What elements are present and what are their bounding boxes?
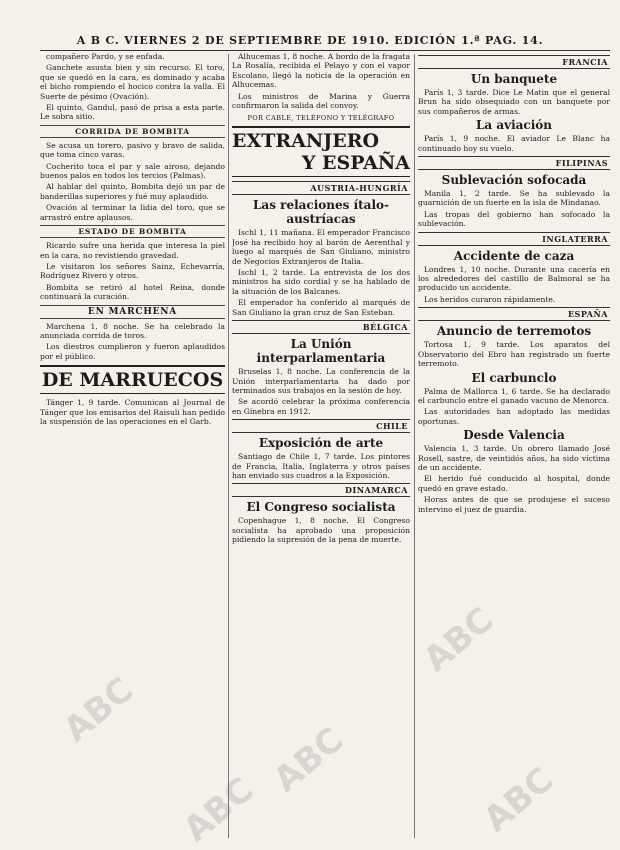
article-title: El Congreso socialista xyxy=(246,500,396,515)
paragraph: Copenhague 1, 8 noche. El Congreso socialista ha aprobado una proposición pidiendo la supresión de la pena de muerte. xyxy=(232,516,410,545)
watermark: ABC xyxy=(56,669,142,751)
paragraph: Los ministros de Marina y Guerra confirmaron la salida del convoy. xyxy=(232,91,410,111)
paragraph: Manila 1, 2 tarde. Se ha sublevado la guarnición de un fuerte en la isla de Mindanao. xyxy=(418,189,610,208)
paragraph: Alhucemas 1, 8 noche. A bordo de la fragata La Rosalía, recibida el Pelayo y con el vapor Escolano, llegó la noticia de la operación en Alhucemas. xyxy=(232,52,410,90)
paragraph: Bombita se retiró al hotel Reina, donde continuará la curación. xyxy=(40,282,225,302)
paragraph: Los diestros cumplieron y fueron aplaudidos por el público. xyxy=(40,342,225,361)
column-divider xyxy=(228,54,229,838)
paragraph: Ganchete asusta bien y sin recurso. El toro, que se quedó en la cara, es dominado y acaba el bicho rompiendo el hocico contra la valla. El Suerte de pésimo (Ovación). xyxy=(40,63,225,101)
article-title: Accidente de caza xyxy=(453,248,575,263)
header-title: A B C. VIERNES 2 DE SEPTIEMBRE DE 1910. EDICIÓN 1.ª PAG. 14. xyxy=(76,34,544,47)
paragraph: Horas antes de que se produjese el suceso intervino el juez de guardia. xyxy=(418,495,610,514)
section-heading: INGLATERRA xyxy=(418,232,610,246)
paragraph: Londres 1, 10 noche. Durante una cacería en los alrededores del castillo de Balmoral se ha producido un accidente. xyxy=(418,264,610,293)
paragraph: Las autoridades han adoptado las medidas oportunas. xyxy=(418,407,610,426)
paragraph: Bruselas 1, 8 noche. La conferencia de la Unión interparlamentaria ha dado por terminados sus trabajos en la sesión de hoy. xyxy=(232,367,410,395)
paragraph: Ischl 1, 11 mañana. El emperador Francisco José ha recibido hoy al barón de Aerenthal y luego al marqués de San Giuliano, ministro de Negocios Extranjeros de Italia. xyxy=(232,228,410,266)
section-heading: FRANCIA xyxy=(418,55,610,69)
paragraph: París 1, 9 noche. El aviador Le Blanc ha continuado hoy su vuelo. xyxy=(418,134,610,153)
section-heading: CORRIDA DE BOMBITA xyxy=(40,125,225,138)
headline-block xyxy=(232,126,410,177)
section-heading: CHILE xyxy=(232,419,410,433)
paragraph: El quinto, Gandul, pasó de prisa a esta parte. Le sobra sitio. xyxy=(40,103,225,122)
column-right xyxy=(418,52,610,842)
section-heading: AUSTRIA-HUNGRÍA xyxy=(232,181,410,195)
paragraph: Tánger 1, 9 tarde. Comunican al Journal de Tánger que los emisarios del Raisuli han pedido la suspensión de las operaciones en el Garb. xyxy=(40,398,225,426)
column-divider xyxy=(414,54,415,838)
article-title: Exposición de arte xyxy=(258,436,384,451)
paragraph: Al hablar del quinto, Bombita dejó un par de banderillas superiores y fué muy aplaudido. xyxy=(40,182,225,201)
paragraph: Santiago de Chile 1, 7 tarde. Los pintores de Francia, Italia, Inglaterra y otros países han enviado sus cuadros a la Exposición. xyxy=(232,452,410,480)
section-heading: ESTADO DE BOMBITA xyxy=(40,225,225,238)
paragraph: Ovación al terminar la lidia del toro, que se arrastró entre aplausos. xyxy=(40,203,225,222)
paragraph: Le visitaron los señores Sainz, Echevarría, Rodríguez Rivero y otros. xyxy=(40,261,225,281)
paragraph: compañero Pardo, y se enfada. xyxy=(46,52,165,61)
paragraph: Marchena 1, 8 noche. Se ha celebrado la anunciada corrida de toros. xyxy=(40,321,225,340)
paragraph: París 1, 3 tarde. Dice Le Matin que el general Brun ha sido obsequiado con un banquete por sus compañeros de armas. xyxy=(418,88,610,116)
page-header xyxy=(0,0,620,52)
section-heading: DINAMARCA xyxy=(232,483,410,497)
header-rule xyxy=(40,50,610,51)
section-heading: BÉLGICA xyxy=(232,320,410,334)
section-heading: FILIPINAS xyxy=(418,156,610,170)
article-title: Un banquete xyxy=(470,72,558,86)
headline: Y ESPAÑA xyxy=(301,152,410,175)
section-heading: ESPAÑA xyxy=(418,307,610,321)
article-title: Anuncio de terremotos xyxy=(436,324,592,339)
headline: EXTRANJERO xyxy=(232,130,380,153)
paragraph: Se acordó celebrar la próxima conferencia en Ginebra en 1912. xyxy=(232,397,410,416)
paragraph: El herido fué conducido al hospital, donde quedó en grave estado. xyxy=(418,474,610,493)
watermark: ABC xyxy=(176,769,262,850)
paragraph: Palma de Mallorca 1, 6 tarde. Se ha declarado el carbunclo entre el ganado vacuno de Menorca. xyxy=(418,386,610,405)
column-left xyxy=(40,52,225,842)
article-title: El carbunclo xyxy=(471,370,557,385)
wire-line: POR CABLE, TELÉFONO Y TELÉGRAFO xyxy=(247,114,395,123)
paragraph: El emperador ha conferido al marqués de San Giuliano la gran cruz de San Esteban. xyxy=(232,298,410,317)
watermark: ABC xyxy=(416,599,502,681)
headline: DE MARRUECOS xyxy=(40,365,225,394)
article-title: Desde Valencia xyxy=(463,428,565,443)
paragraph: Se acusa un torero, pasivo y bravo de salida, que toma cinco varas. xyxy=(40,140,225,160)
article-title: La Unión interparlamentaria xyxy=(256,337,386,366)
paragraph: Cocherito toca el par y sale airoso, dejando buenos palos en todos los tercios (Palmas). xyxy=(40,161,225,181)
column-middle xyxy=(232,52,410,842)
article-title: Las relaciones ítalo-austríacas xyxy=(252,198,390,227)
paragraph: Ischl 1, 2 tarde. La entrevista de los dos ministros ha sido cordial y se ha hablado de la situación de los Balcanes. xyxy=(232,268,410,296)
paragraph: Las tropas del gobierno han sofocado la sublevación. xyxy=(418,209,610,229)
paragraph: Ricardo sufre una herida que interesa la piel en la cara, no revistiendo gravedad. xyxy=(40,241,225,260)
watermark: ABC xyxy=(266,719,352,801)
section-heading: EN MARCHENA xyxy=(40,305,225,319)
article-title: La aviación xyxy=(475,118,553,133)
watermark: ABC xyxy=(476,759,562,841)
paragraph: Los heridos curaron rápidamente. xyxy=(424,294,556,304)
article-title: Sublevación sofocada xyxy=(441,173,587,188)
paragraph: Valencia 1, 3 tarde. Un obrero llamado José Rosell, sastre, de veintidós años, ha sido víctima de un accidente. xyxy=(418,444,610,472)
paragraph: Tortosa 1, 9 tarde. Los aparatos del Observatorio del Ebro han registrado un fuerte terremoto. xyxy=(418,340,610,369)
